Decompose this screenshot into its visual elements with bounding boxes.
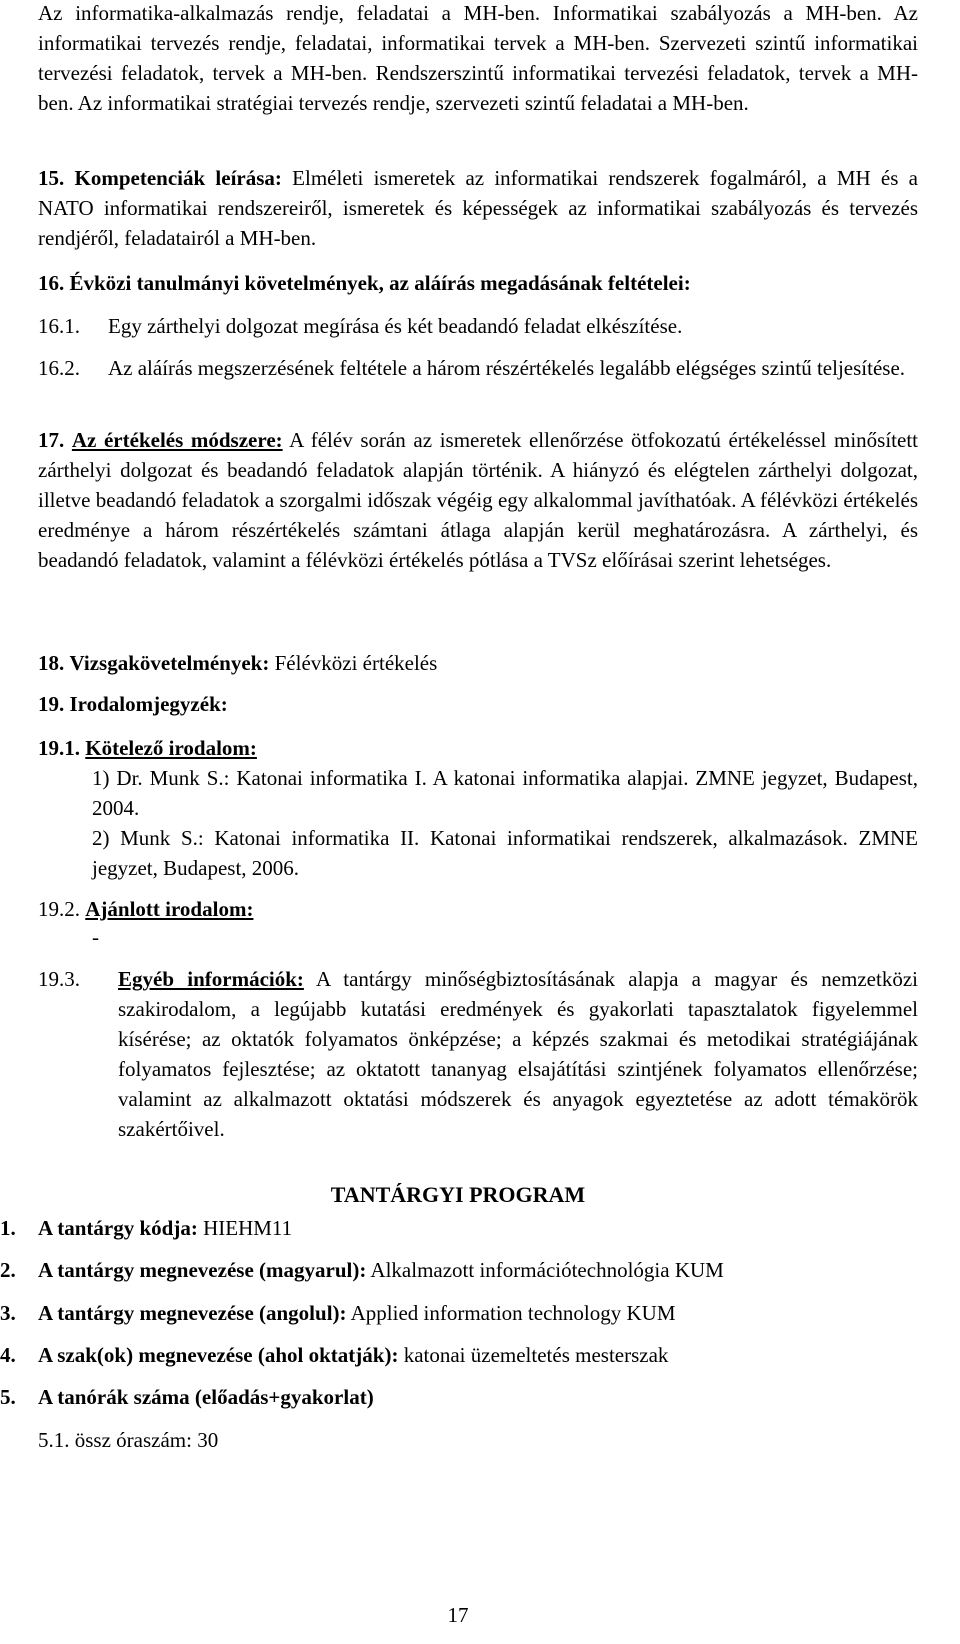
section-17-text: A félév során az ismeretek ellenőrzése ötfokozatú értékeléssel minősített zárthelyi dolgozat és beadandó feladatok alapján történik. A hiányzó és elégtelen zárthelyi dolgozat, illetve beadandó feladatok a szorgalmi időszak végéig egy alkalommal javíthatóak. A félévközi értékelés eredménye a három részértékelés számtani átlaga alapján kerül meghatározásra. A zárthelyi, és beadandó feladatok, valamint a félévközi értékelés pótlása a TVSz előírásai szerint lehetséges.	[38, 428, 919, 572]
item-16-1-text: Egy zárthelyi dolgozat megírása és két beadandó feladat elkészítése.	[108, 314, 683, 338]
item-16-1-number: 16.1.	[38, 314, 80, 338]
section-19-3-title: Egyéb információk:	[118, 967, 304, 991]
section-16-number: 16.	[38, 271, 65, 295]
section-16-heading	[38, 268, 918, 298]
program-item-4-number: 4.	[0, 1343, 16, 1367]
item-16-2-text: Az aláírás megszerzésének feltétele a három részértékelés legalább elégséges szintű teljesítése.	[108, 356, 906, 380]
program-item-2-label: A tantárgy megnevezése (magyarul):	[38, 1258, 367, 1282]
section-19-3-number: 19.3.	[38, 967, 80, 991]
section-16-title: Évközi tanulmányi követelmények, az aláírás megadásának feltételei:	[69, 271, 691, 295]
program-item-3-number: 3.	[0, 1301, 16, 1325]
section-19-number: 19.	[38, 692, 65, 716]
page-number: 17	[447, 1603, 469, 1627]
section-19-1-number: 19.1.	[38, 736, 80, 760]
program-item-2-value: Alkalmazott információtechnológia KUM	[366, 1258, 724, 1282]
section-18-title: Vizsgakövetelmények:	[69, 651, 270, 675]
section-18	[38, 648, 918, 678]
reference-2: 2) Munk S.: Katonai informatika II. Katonai informatikai rendszerek, alkalmazások. ZMNE jegyzet, Budapest, 2006.	[92, 826, 918, 880]
program-item-2-number: 2.	[0, 1258, 16, 1282]
section-18-text: Félévközi értékelés	[269, 651, 438, 675]
section-19-1-title: Kötelező irodalom:	[85, 736, 257, 760]
section-19-1-heading	[38, 733, 918, 763]
section-19-2-title: Ajánlott irodalom:	[85, 897, 254, 921]
section-19-heading	[38, 689, 918, 719]
section-19-3-title-line	[118, 964, 918, 1144]
section-15-text: Elméleti ismeretek az informatikai rendszerek fogalmáról, a MH és a NATO informatikai rendszereiről, ismeretek és képességek az informatikai szabályozás és tervezés rendjéről, feladatairól a MH-ben.	[38, 166, 918, 250]
section-15-number: 15.	[38, 166, 65, 190]
program-item-5-1-number: 5.1.	[38, 1428, 70, 1452]
item-16-2-number: 16.2.	[38, 356, 80, 380]
reference-1: 1) Dr. Munk S.: Katonai informatika I. A katonai informatika alapjai. ZMNE jegyzet, Budapest, 2004.	[92, 766, 918, 820]
program-item-1-number: 1.	[0, 1216, 16, 1240]
program-item-5-number: 5.	[0, 1385, 16, 1409]
section-19-3-text: A tantárgy minőségbiztosításának alapja a magyar és nemzetközi szakirodalom, a legújabb kutatási eredmények és gyakorlati tapasztalatok figyelemmel kísérése; az oktatók folyamatos önképzése; a képzés szakmai és metodikai stratégiájának folyamatos fejlesztése; az oktatott tananyag elsajátítási szintjének folyamatos ellenőrzése; valamint az alkalmazott oktatási módszerek és anyagok egyeztetése az adott témakörök szakértőivel.	[118, 967, 918, 1141]
program-item-3-label: A tantárgy megnevezése (angolul):	[38, 1301, 347, 1325]
program-title: TANTÁRGYI PROGRAM	[330, 1182, 586, 1207]
program-item-4-value: katonai üzemeltetés mesterszak	[398, 1343, 669, 1367]
section-19-title: Irodalomjegyzék:	[69, 692, 228, 716]
program-item-1-value: HIEHM11	[197, 1216, 293, 1240]
section-19-2-value: -	[92, 925, 99, 949]
section-19-2-number: 19.2.	[38, 897, 80, 921]
program-item-5-1	[38, 1425, 638, 1455]
program-item-5-1-text: össz óraszám: 30	[74, 1428, 219, 1452]
program-item-1-label: A tantárgy kódja:	[38, 1216, 198, 1240]
intro-paragraph: Az informatika-alkalmazás rendje, feladatai a MH-ben. Informatikai szabályozás a MH-ben. Az informatikai tervezés rendje, feladatai, informatikai tervek a MH-ben. Szervezeti szintű informatikai tervezési feladatok, tervek a MH-ben. Rendszerszintű informatikai tervezési feladatok, tervek a MH-ben. Az informatikai stratégiai tervezés rendje, szervezeti szintű feladatai a MH-ben.	[38, 1, 918, 115]
section-15-title: Kompetenciák leírása:	[74, 166, 282, 190]
section-17	[38, 425, 918, 575]
program-item-4-label: A szak(ok) megnevezése (ahol oktatják):	[38, 1343, 399, 1367]
program-item-5-label: A tanórák száma (előadás+gyakorlat)	[38, 1385, 374, 1409]
section-18-number: 18.	[38, 651, 65, 675]
section-17-number: 17.	[38, 428, 65, 452]
section-19-2-heading	[38, 894, 918, 924]
section-17-title: Az értékelés módszere:	[71, 428, 283, 452]
program-item-3-value: Applied information technology KUM	[346, 1301, 676, 1325]
section-15	[38, 163, 918, 253]
